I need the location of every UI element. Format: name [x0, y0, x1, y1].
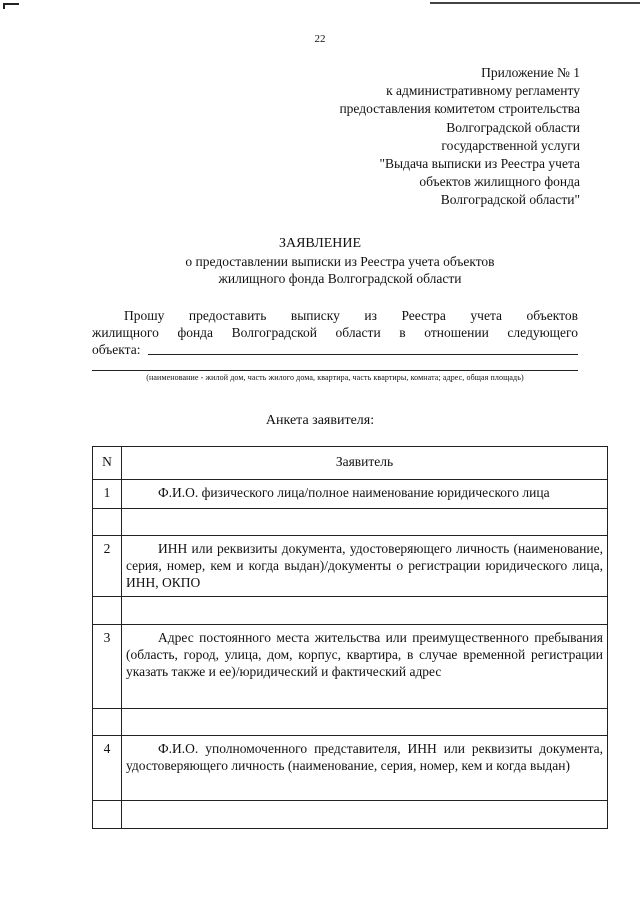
header-applicant: Заявитель	[122, 447, 608, 480]
request-line: Прошу предоставить выписку из Реестра учета объектов	[124, 308, 578, 323]
annex-line: "Выдача выписки из Реестра учета	[379, 156, 580, 172]
answer-num-cell	[93, 509, 122, 536]
annex-line: к административному регламенту	[386, 83, 580, 99]
annex-line: объектов жилищного фонда	[419, 174, 580, 190]
row-label: Адрес постоянного места жительства или преимущественного пребывания (область, город, улица, дом, корпус, квартира, в случае временной регистрации указать также и ее)/юридический и фактический адрес	[122, 625, 608, 709]
answer-num-cell	[93, 801, 122, 829]
answer-cell[interactable]	[122, 709, 608, 736]
object-fill-hint: (наименование - жилой дом, часть жилого дома, квартира, часть квартиры, комната; адрес, общая площадь)	[146, 373, 524, 382]
row-label: ИНН или реквизиты документа, удостоверяющего личность (наименование, серия, номер, кем и когда выдан)/документы о регистрации юридического лица, ИНН, ОКПО	[122, 536, 608, 597]
statement-title: ЗАЯВЛЕНИЕ	[278, 236, 362, 251]
applicant-table	[92, 446, 608, 829]
table-row-answer	[93, 597, 608, 625]
table-header-row	[93, 447, 608, 480]
table-row-answer	[93, 801, 608, 829]
row-num: 4	[93, 736, 122, 801]
request-line: жилищного фонда Волгоградской области в отношении следующего	[92, 325, 578, 340]
row-num: 3	[93, 625, 122, 709]
table-row	[93, 480, 608, 509]
answer-num-cell	[93, 597, 122, 625]
annex-line: Волгоградской области	[446, 119, 580, 135]
header-num: N	[93, 447, 122, 480]
object-fill-line-2[interactable]	[92, 370, 578, 371]
answer-cell[interactable]	[122, 509, 608, 536]
request-object-label: объекта:	[92, 342, 141, 357]
annex-block	[339, 64, 580, 210]
table-row	[93, 625, 608, 709]
object-fill-line[interactable]	[148, 354, 578, 355]
table-row-answer	[93, 709, 608, 736]
subtitle-line: жилищного фонда Волгоградской области	[218, 271, 462, 286]
annex-line: Волгоградской области"	[440, 192, 580, 208]
statement-subtitle	[160, 253, 520, 287]
row-label: Ф.И.О. физического лица/полное наименование юридического лица	[122, 480, 608, 509]
answer-cell[interactable]	[122, 801, 608, 829]
questionnaire-heading: Анкета заявителя:	[265, 413, 375, 428]
request-text	[92, 307, 578, 341]
scan-corner-mark	[3, 3, 19, 9]
subtitle-line: о предоставлении выписки из Реестра учета объектов	[185, 254, 495, 269]
annex-line: предоставления комитетом строительства	[339, 101, 580, 117]
page-number: 22	[314, 33, 326, 45]
answer-cell[interactable]	[122, 597, 608, 625]
table-row	[93, 736, 608, 801]
annex-line: государственной услуги	[441, 137, 580, 153]
table-row	[93, 536, 608, 597]
scan-edge-line	[430, 2, 640, 4]
row-num: 2	[93, 536, 122, 597]
annex-line: Приложение № 1	[481, 65, 580, 80]
table-row-answer	[93, 509, 608, 536]
row-num: 1	[93, 480, 122, 509]
row-label: Ф.И.О. уполномоченного представителя, ИНН или реквизиты документа, удостоверяющего личность (наименование, серия, номер, кем и когда выдан)	[122, 736, 608, 801]
answer-num-cell	[93, 709, 122, 736]
